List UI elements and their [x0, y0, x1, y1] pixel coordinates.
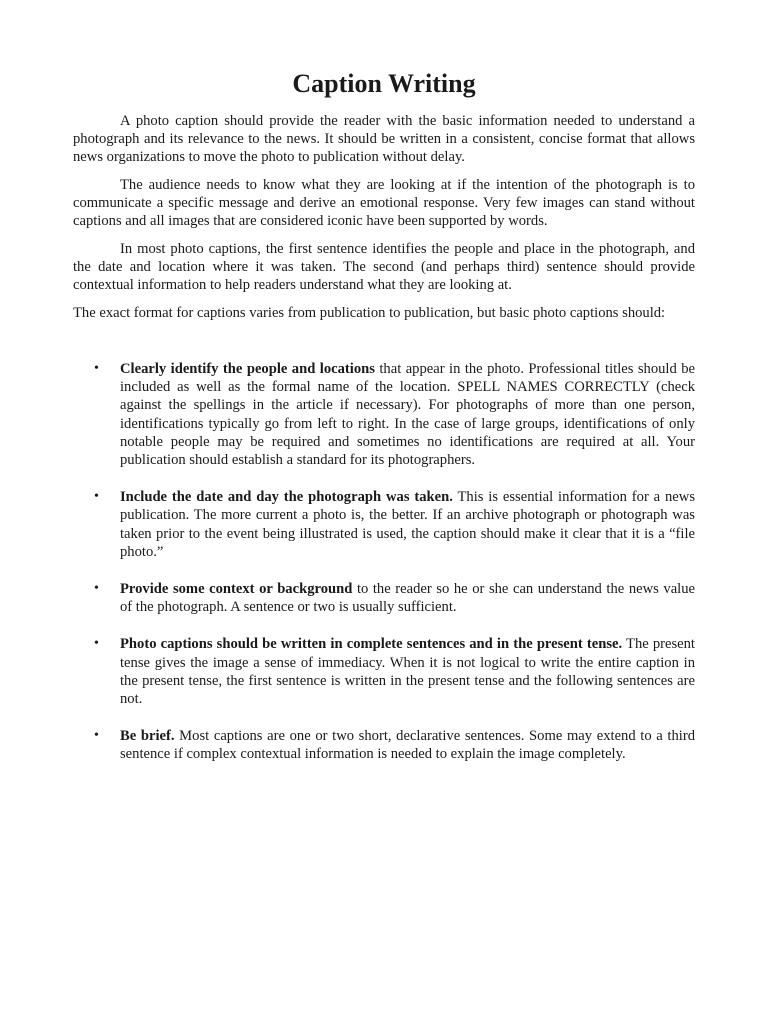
- list-item: [73, 580, 695, 616]
- bullet-lead: Be brief.: [120, 728, 175, 745]
- bullet-text: Most captions are one or two short, declarative sentences. Some may extend to a third sentence if complex contextual information is needed to explain the image completely.: [120, 728, 695, 763]
- bullet-lead: Clearly identify the people and locations: [120, 361, 375, 377]
- paragraph-sentences: In most photo captions, the first sentence identifies the people and place in the photograph, and the date and location where it was taken. The second (and perhaps third) sentence should provide contextual information to help readers understand what they are looking at.: [73, 241, 695, 293]
- bullet-lead: Include the date and day the photograph was taken.: [120, 489, 453, 506]
- paragraph-format: The exact format for captions varies from publication to publication, but basic photo captions should:: [73, 305, 666, 321]
- page-title: Caption Writing: [292, 69, 476, 98]
- list-item: [73, 635, 695, 708]
- bullet-text: This is essential information for a news publication. The more current a photo is, the better. If an archive photograph or photograph was taken prior to the event being illustrated is used, the caption should make it clear that it is a “file photo.”: [120, 489, 695, 560]
- bullet-icon: •: [94, 728, 99, 744]
- list-item: [73, 360, 695, 469]
- document-page: [73, 68, 695, 783]
- list-item: [73, 727, 695, 763]
- bullet-icon: •: [94, 361, 99, 376]
- bullet-icon: •: [94, 636, 99, 652]
- list-item: [73, 488, 695, 561]
- paragraph-audience: The audience needs to know what they are looking at if the intention of the photograph is to communicate a specific message and derive an emotional response. Very few images can stand without captions and all images that are considered iconic have been supported by words.: [73, 177, 695, 229]
- bullet-text: The present tense gives the image a sense of immediacy. When it is not logical to write the entire caption in the present tense, the first sentence is written in the present tense and the following sentences are not.: [120, 636, 695, 708]
- bullet-lead: Photo captions should be written in complete sentences and in the present tense.: [120, 636, 623, 653]
- paragraph-intro: A photo caption should provide the reader with the basic information needed to understand a photograph and its relevance to the news. It should be written in a consistent, concise format that allows news organizations to move the photo to publication without delay.: [73, 113, 695, 165]
- guideline-list: [73, 360, 695, 764]
- bullet-lead: Provide some context or background: [120, 581, 353, 598]
- bullet-icon: •: [94, 489, 99, 505]
- bullet-icon: •: [94, 581, 99, 597]
- bullet-text: that appear in the photo. Professional titles should be included as well as the formal name of the location. SPELL NAMES CORRECTLY (check against the spellings in the article if necessary). For photographs of more than one person, identifications typically go from left to right. In the case of large groups, identifications of only notable people may be required and sometimes no identifications are required at all. Your publication should establish a standard for its photographers.: [120, 361, 695, 469]
- bullet-text: to the reader so he or she can understand the news value of the photograph. A sentence or two is usually sufficient.: [120, 581, 695, 616]
